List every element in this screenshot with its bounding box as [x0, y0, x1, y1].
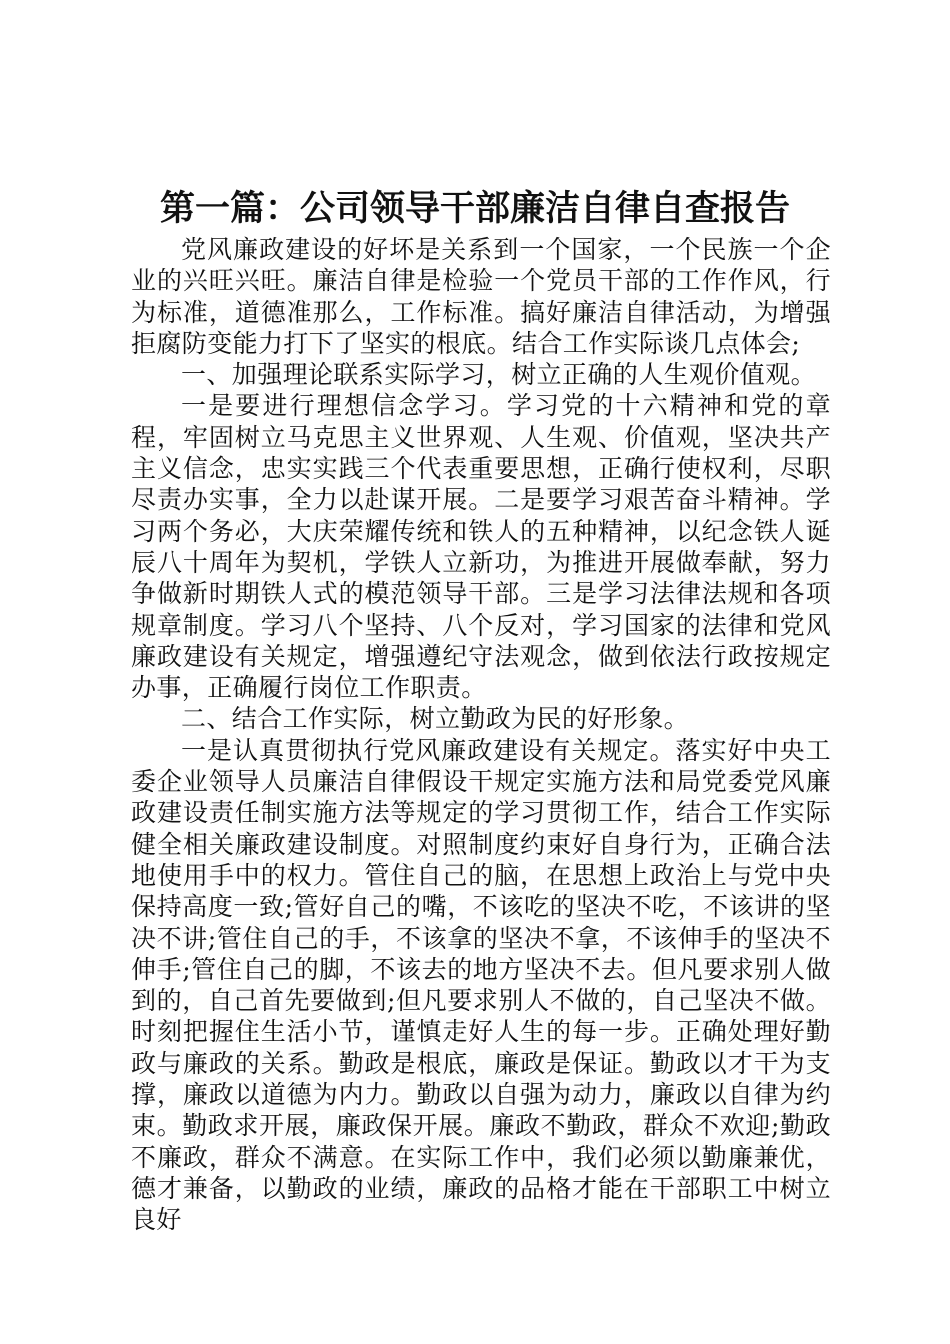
section-heading-1: 一、加强理论联系实际学习，树立正确的人生观价值观。: [181, 360, 817, 390]
paragraph-section-1: 一是要进行理想信念学习。学习党的十六精神和党的章程，牢固树立马克思主义世界观、人生观、价值观，坚决共产主义信念，忠实实践三个代表重要思想，正确行使权利，尽职尽责办实事，全力以赴谋开展。二是要学习艰苦奋斗精神。学习两个务必，大庆荣耀传统和铁人的五种精神，以纪念铁人诞辰八十周年为契机，学铁人立新功，为推进开展做奉献，努力争做新时期铁人式的模范领导干部。三是学习法律法规和各项规章制度。学习八个坚持、八个反对，学习国家的法律和党风廉政建设有关规定，增强遵纪守法观念，做到依法行政按规定办事，正确履行岗位工作职责。: [131, 391, 831, 703]
paragraph-section-2: 一是认真贯彻执行党风廉政建设有关规定。落实好中央工委企业领导人员廉洁自律假设干规定实施方法和局党委党风廉政建设责任制实施方法等规定的学习贯彻工作，结合工作实际健全相关廉政建设制度。对照制度约束好自身行为，正确合法地使用手中的权力。管住自己的脑，在思想上政治上与党中央保持高度一致;管好自己的嘴，不该吃的坚决不吃，不该讲的坚决不讲;管住自己的手，不该拿的坚决不拿，不该伸手的坚决不伸手;管住自己的脚，不该去的地方坚决不去。但凡要求别人做到的，自己首先要做到;但凡要求别人不做的，自己坚决不做。时刻把握住生活小节，谨慎走好人生的每一步。正确处理好勤政与廉政的关系。勤政是根底，廉政是保证。勤政以才干为支撑，廉政以道德为内力。勤政以自强为动力，廉政以自律为约束。勤政求开展，廉政保开展。廉政不勤政，群众不欢迎;勤政不廉政，群众不满意。在实际工作中，我们必须以勤廉兼优，德才兼备，以勤政的业绩，廉政的品格才能在干部职工中树立良好: [131, 735, 831, 1235]
document-title: 第一篇：公司领导干部廉洁自律自查报告: [159, 188, 790, 229]
document-body: [131, 234, 831, 1236]
section-heading-2: 二、结合工作实际，树立勤政为民的好形象。: [181, 704, 690, 734]
paragraph-intro: 党风廉政建设的好坏是关系到一个国家，一个民族一个企业的兴旺兴旺。廉洁自律是检验一个党员干部的工作作风，行为标准，道德准那么，工作标准。搞好廉洁自律活动，为增强拒腐防变能力打下了坚实的根底。结合工作实际谈几点体会;: [131, 235, 831, 358]
